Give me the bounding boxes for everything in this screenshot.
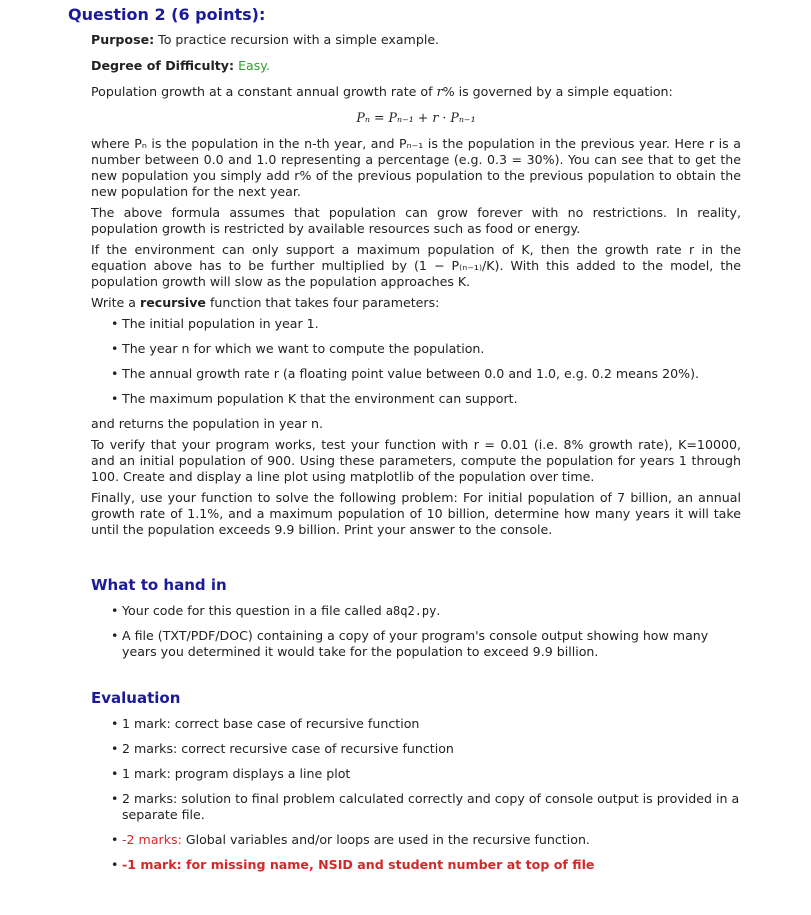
list-item: • -2 marks: Global variables and/or loops are used in the recursive function. xyxy=(111,832,590,847)
environment-paragraph: If the environment can only support a maximum population of K, then the growth rate r in the equation above has to be further multiplied by (1 − P₍ₙ₋₁₎/K). With this added to the model, the population growth will slow as the population approaches K. xyxy=(91,242,741,289)
growth-equation: Pₙ = Pₙ₋₁ + r · Pₙ₋₁ xyxy=(356,110,476,125)
purpose-text: To practice recursion with a simple example. xyxy=(158,32,440,47)
intro-paragraph xyxy=(91,84,741,100)
hand-in-section xyxy=(91,577,741,669)
list-item: • -1 mark: for missing name, NSID and student number at top of file xyxy=(111,857,595,872)
list-item: • Your code for this question in a file called a8q2.py. xyxy=(111,603,441,618)
list-item: • 2 marks: correct recursive case of recursive function xyxy=(111,741,454,756)
list-item: • The maximum population K that the environment can support. xyxy=(111,391,518,406)
write-paragraph xyxy=(91,295,741,311)
difficulty-label: Degree of Difficulty: xyxy=(91,58,235,73)
parameter-list xyxy=(91,316,741,407)
where-paragraph: where Pₙ is the population in the n-th year, and Pₙ₋₁ is the population in the previous year. Here r is a number between 0.0 and 1.0 representing a percentage (e.g. 0.3 = 30%). You can see that to get the new population you simply add r% of the previous population to the previous population to obtain the new population for the next year. xyxy=(91,136,741,199)
write-text: Write a xyxy=(91,295,136,310)
list-item: • 1 mark: program displays a line plot xyxy=(111,766,351,781)
formula-paragraph: The above formula assumes that population can grow forever with no restrictions. In reality, population growth is restricted by available resources such as food or energy. xyxy=(91,205,741,236)
difficulty-value: Easy. xyxy=(238,58,270,73)
returns-paragraph: and returns the population in year n. xyxy=(91,416,324,431)
intro-text: Population growth at a constant annual growth rate of xyxy=(91,84,433,99)
question-body xyxy=(91,32,741,543)
list-item: • 1 mark: correct base case of recursive function xyxy=(111,716,420,731)
list-item: • The initial population in year 1. xyxy=(111,316,319,331)
write-bold: recursive xyxy=(140,295,206,310)
list-item: • A file (TXT/PDF/DOC) containing a copy of your program's console output showing how many years you determined it would take for the population to exceed 9.9 billion. xyxy=(111,628,709,659)
evaluation-section xyxy=(91,690,741,882)
verify-paragraph: To verify that your program works, test your function with r = 0.01 (i.e. 8% growth rate), K=10000, and an initial population of 900. Using these parameters, compute the population for years 1 through 100. Create and display a line plot using matplotlib of the population over time. xyxy=(91,437,741,484)
finally-paragraph: Finally, use your function to solve the following problem: For initial population of 7 billion, an annual growth rate of 1.1%, and a maximum population of 10 billion, determine how many years it will take until the population exceeds 9.9 billion. Print your answer to the console. xyxy=(91,490,741,537)
question-title: Question 2 (6 points): xyxy=(68,5,266,24)
filename-code: a8q2.py xyxy=(385,604,437,618)
purpose-label: Purpose: xyxy=(91,32,155,47)
intro-var: r xyxy=(436,84,443,99)
write-text2: function that takes four parameters: xyxy=(209,295,440,310)
list-item: • 2 marks: solution to final problem calculated correctly and copy of console output is provided in a separate file. xyxy=(111,791,740,822)
intro-text2: % is governed by a simple equation: xyxy=(442,84,673,99)
list-item: • The year n for which we want to compute the population. xyxy=(111,341,485,356)
penalty-missing-info: -1 mark: for missing name, NSID and student number at top of file xyxy=(122,857,595,872)
penalty-label: -2 marks: xyxy=(122,832,182,847)
list-item: • The annual growth rate r (a floating point value between 0.0 and 1.0, e.g. 0.2 means 20%). xyxy=(111,366,700,381)
hand-in-title: What to hand in xyxy=(91,576,227,594)
difficulty-line xyxy=(91,58,741,74)
evaluation-title: Evaluation xyxy=(91,689,181,707)
purpose-line xyxy=(91,32,741,48)
